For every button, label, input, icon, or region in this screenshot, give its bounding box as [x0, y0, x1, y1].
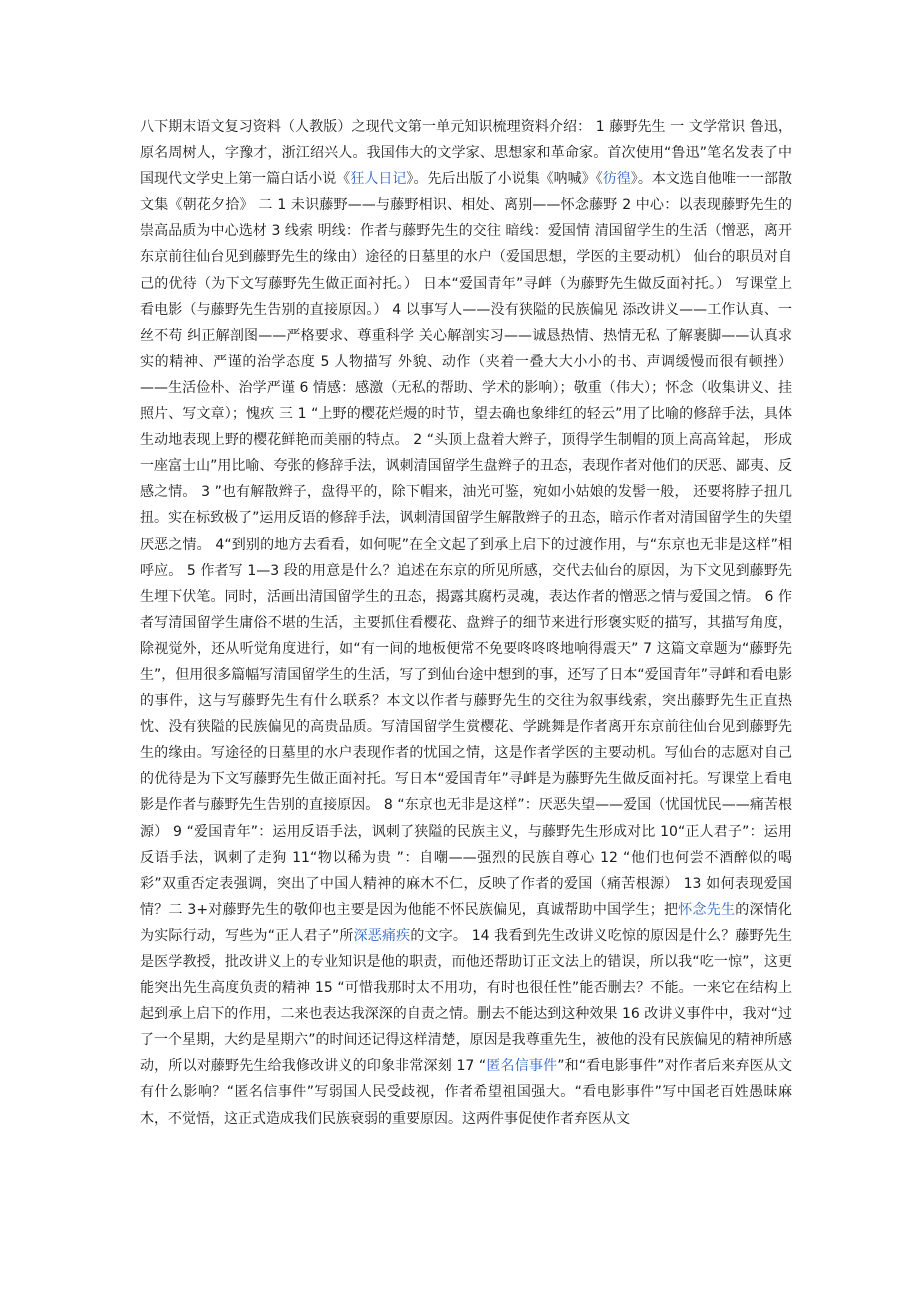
link-shenwu-tongji[interactable]: 深恶痛疾	[353, 927, 411, 944]
link-huainian-xiansheng[interactable]: 怀念先生	[678, 901, 736, 918]
link-panghuang[interactable]: 彷徨	[602, 171, 631, 188]
text-segment: 的文字。 14 我看到先生改讲义吃惊的原因是什么？藤野先生是医学教授，批改讲义上的专业知识是他的职责，而他还帮助订正文法上的错误，所以我“吃一惊”，这更能突出先生高度负责的精神 15 “可惜我那时太不用功，有时也很任性”能否删去？不能。一来它在结构上起到承上启下的作用，二来也表达我深深的自责之情。删去不能达到这种效果 16 改讲义事件中，我对“过了一个星期，大约是星期六”的时间还记得这样清楚，原因是我尊重先生，被他的没有民族偏见的精神所感动，所以对藤野先生给我修改讲义的印象非常深刻 17 “	[140, 927, 792, 1075]
text-segment: ”和“看电影事件”对作者后来弃医从文有什么影响？“匿名信事件”写弱国人民受歧视，作者希望祖国强大。“看电影事件”写中国老百姓愚昧麻木，不觉悟，这正式造成我们民族衰弱的重要原因。这两件事促使作者弃医从文	[140, 1058, 792, 1127]
text-segment: 的深情化为实际行动，写些为“正人君子”所	[140, 901, 793, 944]
link-kuangren-riji[interactable]: 狂人日记	[350, 171, 407, 188]
text-segment: 》。先后出版了小说集《呐喊》《	[406, 171, 603, 188]
document-body	[140, 114, 792, 1132]
link-niming-xin-shijian[interactable]: 匿名信事件	[486, 1058, 558, 1075]
text-segment: 八下期末语文复习资料（人教版）之现代文第一单元知识梳理资料介绍： 1 藤野先生 一 文学常识 鲁迅，原名周树人，字豫才，浙江绍兴人。我国伟大的文学家、思想家和革命家。首次使用“鲁迅”笔名发表了中国现代文学史上第一篇白话小说《	[140, 119, 792, 188]
text-segment: 》。本文选自他唯一一部散文集《朝花夕拾》 二 1 未识藤野——与藤野相识、相处、离别——怀念藤野 2 中心：以表现藤野先生的崇高品质为中心选材 3 线索 明线：作者与藤野先生的交往 暗线：爱国情 清国留学生的生活（憎恶，离开东京前往仙台见到藤野先生的缘由）途径的日墓里的水户（爱国思想，学医的主要动机） 仙台的职员对自己的优待（为下文写藤野先生做正面衬托。） 日本“爱国青年”寻衅（为藤野先生做反面衬托。） 写课堂上看电影（与藤野先生告别的直接原因。） 4 以事写人——没有狭隘的民族偏见 添改讲义——工作认真、一丝不苟 纠正解剖图——严格要求、尊重科学 关心解剖实习——诚恳热情、热情无私 了解裹脚——认真求实的精神、严谨的治学态度 5 人物描写 外貌、动作（夹着一叠大大小小的书、声调缓慢而很有顿挫）——生活俭朴、治学严谨 6 情感：感激（无私的帮助、学术的影响）；敬重（伟大）；怀念（收集讲义、挂照片、写文章）；愧疚 三 1 “上野的樱花烂熳的时节，望去确也象绯红的轻云”用了比喻的修辞手法，具体生动地表现上野的樱花鲜艳而美丽的特点。 2 “头顶上盘着大辫子，顶得学生制帽的顶上高高耸起， 形成一座富士山”用比喻、夸张的修辞手法，讽刺清国留学生盘辫子的丑态，表现作者对他们的厌恶、鄙夷、反感之情。 3 ”也有解散辫子，盘得平的，除下帽来，油光可鉴，宛如小姑娘的发髻一般， 还要将脖子扭几扭。实在标致极了”运用反语的修辞手法，讽刺清国留学生解散辫子的丑态，暗示作者对清国留学生的失望厌恶之情。 4“到别的地方去看看，如何呢”在全文起了到承上启下的过渡作用，与“东京也无非是这样”相呼应。 5 作者写 1—3 段的用意是什么？追述在东京的所见所感，交代去仙台的原因，为下文见到藤野先生埋下伏笔。同时，活画出清国留学生的丑态，揭露其腐朽灵魂，表达作者的憎恶之情与爱国之情。 6 作者写清国留学生庸俗不堪的生活，主要抓住看樱花、盘辫子的细节来进行形褒实贬的描写，其描写角度，除视觉外，还从听觉角度进行，如“有一间的地板便常不免要咚咚咚地响得震天” 7 这篇文章题为“藤野先生”，但用很多篇幅写清国留学生的生活，写了到仙台途中想到的事，还写了日本“爱国青年”寻衅和看电影的事件，这与写藤野先生有什么联系？本文以作者与藤野先生的交往为叙事线索，突出藤野先生正直热忱、没有狭隘的民族偏见的高贵品质。写清国留学生赏樱花、学跳舞是作者离开东京前往仙台见到藤野先生的缘由。写途径的日墓里的水户表现作者的忧国之情，这是作者学医的主要动机。写仙台的志愿对自己的优待是为下文写藤野先生做正面衬托。写日本“爱国青年”寻衅是为藤野先生做反面衬托。写课堂上看电影是作者与藤野先生告别的直接原因。 8 “东京也无非是这样”：厌恶失望——爱国（忧国忧民——痛苦根源） 9 “爱国青年”：运用反语手法，讽刺了狭隘的民族主义，与藤野先生形成对比 10“正人君子”：运用反语手法，讽刺了走狗 11“物以稀为贵 ”：自嘲——强烈的民族自尊心 12 “他们也何尝不酒醉似的喝彩”双重否定表强调，突出了中国人精神的麻木不仁，反映了作者的爱国（痛苦根源） 13 如何表现爱国情？二 3+对藤野先生的敬仰也主要是因为他能不怀民族偏见，真诚帮助中国学生；把	[140, 171, 793, 918]
